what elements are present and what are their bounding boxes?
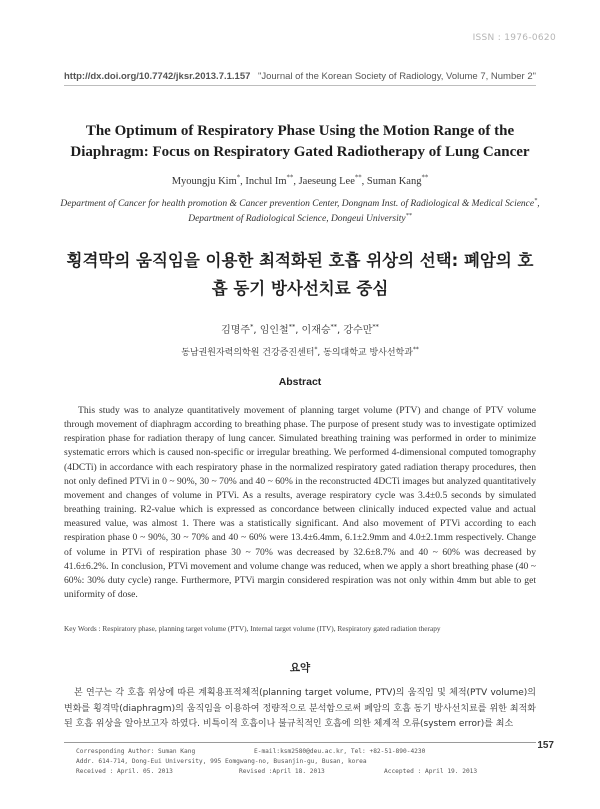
author-name: Myoungju Kim	[171, 176, 237, 187]
received-date: Received : April. 05. 2013	[76, 768, 173, 775]
contact-info: E-mail:ksm2580@deu.ac.kr, Tel: +82-51-890-4230	[254, 748, 426, 755]
affiliation-mark: **	[412, 347, 419, 353]
footnote	[64, 742, 536, 779]
korean-summary-body: 본 연구는 각 호흡 위상에 따른 계획용표적체적(planning target volume, PTV)의 움직임 및 체적(PTV volume)의 변화를 횡격막(diaphragm)의 움직임을 이용하여 정량적으로 분석함으로써 폐암의 호흡 동기 방사선치료를 위한 최적화된 호흡 위상을 알아보고자 하였다. 비특이적 호흡이나 불규칙적인 호흡에 의한 체계적 오류(system error)를 최소	[64, 688, 536, 729]
affiliation-text: Department of Cancer for health promotion & Cancer prevention Center, Dongnam Inst. of Radiological & Medical Science	[60, 199, 535, 209]
author-mark: *	[250, 322, 254, 331]
author-mark: **	[354, 174, 362, 182]
revised-date: Revised :April 18. 2013	[239, 768, 325, 775]
affiliation-text: 동남권원자력의학원 건강증진센터	[181, 348, 315, 358]
abstract-heading: Abstract	[278, 376, 322, 388]
author-name: 이재승	[301, 325, 331, 336]
korean-title-line: 흡 동기 방사선치료 중심	[211, 279, 389, 298]
author-mark: **	[288, 322, 296, 331]
korean-summary-heading: 요약	[289, 662, 311, 674]
author-mark: **	[330, 322, 338, 331]
affiliation-line: Department of Cancer for health promotion & Cancer prevention Center, Dongnam Inst. of Radiological & Medical Science*,	[60, 197, 540, 209]
author-mark: **	[286, 174, 294, 182]
author-name: 김명주	[221, 325, 251, 336]
english-title-line: The Optimum of Respiratory Phase Using the Motion Range of the	[85, 123, 515, 139]
author-mark: **	[372, 322, 379, 331]
korean-affiliation: 동남권원자력의학원 건강증진센터*, 동의대학교 방사선학과**	[181, 347, 419, 358]
korean-title-line: 횡격막의 움직임을 이용한 최적화된 호흡 위상의 선택: 폐암의 호	[66, 251, 534, 270]
author-name: Suman Kang	[366, 176, 422, 187]
page-number: 157	[537, 740, 554, 751]
address: Addr. 614-714, Dong-Eui University, 995 Eomgwang-no, Busanjin-gu, Busan, korea	[76, 758, 367, 765]
affiliation-text: 동의대학교 방사선학과	[323, 348, 413, 358]
english-title	[50, 121, 550, 163]
affiliation-line	[40, 212, 560, 227]
author-name: 강수만	[343, 325, 373, 336]
affiliation-mark: **	[405, 212, 412, 219]
doi-link[interactable]: http://dx.doi.org/10.7742/jksr.2013.7.1.157	[64, 71, 251, 82]
author-mark: **	[421, 174, 429, 182]
affiliation-mark: *	[534, 197, 538, 204]
author-name: Jaeseung Lee	[298, 176, 355, 187]
korean-authors: 김명주*, 임인철**, 이재승**, 강수만**	[221, 322, 379, 336]
author-name: Inchul Im	[245, 176, 287, 187]
journal-name: "Journal of the Korean Society of Radiology, Volume 7, Number 2"	[257, 71, 536, 82]
corresponding-author: Corresponding Author: Suman Kang	[76, 748, 196, 755]
issn-label: ISSN : 1976-0620	[472, 33, 556, 43]
header-divider	[64, 85, 536, 86]
english-authors: Myoungju Kim*, Inchul Im**, Jaeseung Lee**, Suman Kang**	[171, 174, 429, 187]
abstract-body: This study was to analyze quantitatively movement of planning target volume (PTV) and change of PTV volume through movement of diaphragm according to breathing phase. The purpose of present study was to investigate optimized respiration phase for radiation therapy of lung cancer. Simulated breathing training was performed in order to minimize systematic errors which is caused non-specific or irregular breathing. We performed 4-dimensional computed tomography (4DCTi) in accordance with each respiratory phase in the normalized respiratory gated radiation therapy procedures, then not only defined PTVi in 0 ~ 90%, 30 ~ 70% and 40 ~ 60% in the reconstructed 4DCTi images but analyzed quantitatively movement and changes of volume in PTVi. As a results, average respiratory cycle was 3.4±0.5 seconds by simulated breathing training. R2-value which is expressed as concordance between clinically induced expected value and actual measured value, was almost 1. There was a statistically significant. And also movement of PTVi according to each respiration phase 0 ~ 90%, 30 ~ 70% and 40 ~ 60% were 13.4±6.4mm, 6.1±2.9mm and 4.0±2.1mm respectively. Change of volume in PTVi of respiration phase 30 ~ 70% was decreased by 32.6±8.7% and 40 ~ 60% was decreased by 41.6±6.2%. In conclusion, PTVi movement and volume change was reduced, when we apply a short breathing phase (40 ~ 60%: 30% duty cycle) range. Furthermore, PTVi margin considered respiration was not only within 4mm but able to get uniformity of dose.	[64, 405, 536, 601]
affiliation-text: Department of Radiological Science, Dongeui University	[188, 214, 406, 224]
english-affiliation	[40, 197, 560, 227]
keywords: Key Words : Respiratory phase, planning target volume (PTV), Internal target volume (ITV), Respiratory gated radiation therapy	[64, 624, 441, 633]
affiliation-mark: *	[314, 347, 318, 353]
korean-title	[40, 247, 560, 303]
accepted-date: Accepted : April 19. 2013	[384, 768, 478, 775]
english-title-line: Diaphragm: Focus on Respiratory Gated Radiotherapy of Lung Cancer	[70, 144, 530, 160]
author-name: 임인철	[259, 325, 289, 336]
author-mark: *	[236, 174, 241, 182]
